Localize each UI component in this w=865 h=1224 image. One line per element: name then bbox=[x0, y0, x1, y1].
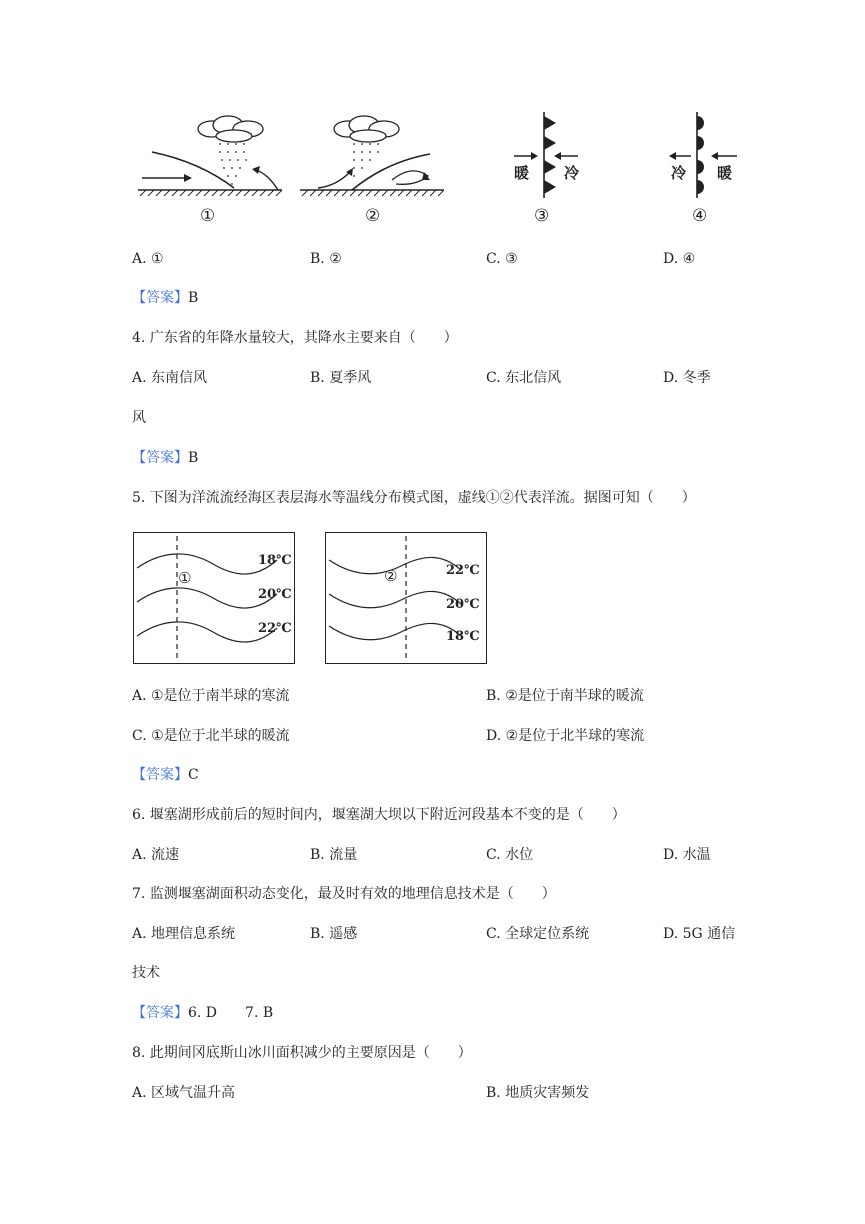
q7-option-b: B. 遥感 bbox=[310, 926, 358, 942]
q5-answer bbox=[132, 765, 199, 785]
front3-left-label: 暖 bbox=[514, 164, 530, 182]
figure-label-4: ④ bbox=[692, 206, 708, 226]
q3-option-a: A. ① bbox=[132, 251, 164, 267]
q5-option-b: B. ②是位于南半球的暖流 bbox=[486, 688, 644, 704]
q4-option-d: D. 冬季 bbox=[663, 370, 711, 386]
answer-tag: 【答案】 bbox=[132, 290, 188, 306]
front4-right-label: 暖 bbox=[717, 164, 733, 182]
q6-stem: 6. 堰塞湖形成前后的短时间内，堰塞湖大坝以下附近河段基本不变的是（ ） bbox=[132, 807, 626, 823]
figure-label-3: ③ bbox=[534, 206, 550, 226]
front-diagram-2 bbox=[296, 112, 456, 202]
q3-option-b: B. ② bbox=[310, 251, 342, 267]
isotherm-label: 20℃ bbox=[446, 597, 480, 612]
isotherm-label: 18℃ bbox=[258, 553, 292, 568]
q5-option-d: D. ②是位于北半球的寒流 bbox=[486, 728, 645, 744]
front-diagram-1 bbox=[130, 112, 290, 202]
q7-option-d: D. 5G 通信 bbox=[663, 926, 736, 942]
q6-option-a: A. 流速 bbox=[132, 847, 180, 863]
answer-value: 6. D 7. B bbox=[188, 1005, 274, 1021]
q3-answer bbox=[132, 288, 198, 308]
q4-answer bbox=[132, 448, 198, 468]
answer-value: B bbox=[188, 290, 199, 306]
q3-option-d: D. ④ bbox=[663, 251, 696, 267]
isotherm-label: 20℃ bbox=[258, 587, 292, 602]
q5-option-c: C. ①是位于北半球的暖流 bbox=[132, 728, 290, 744]
front-symbol-3 bbox=[508, 112, 588, 202]
q7-option-a: A. 地理信息系统 bbox=[132, 926, 236, 942]
front3-right-label: 冷 bbox=[564, 164, 580, 182]
q4-option-d-wrap: 风 bbox=[132, 410, 146, 426]
answer-value: C bbox=[188, 767, 199, 783]
q5-option-a: A. ①是位于南半球的寒流 bbox=[132, 688, 290, 704]
isotherm-diagram-1 bbox=[133, 532, 295, 664]
isotherm-label: 22℃ bbox=[446, 563, 480, 578]
q7-option-d-wrap: 技术 bbox=[132, 965, 160, 981]
q4-option-b: B. 夏季风 bbox=[310, 370, 372, 386]
figure-label-1: ① bbox=[200, 206, 216, 226]
q8-stem: 8. 此期间冈底斯山冰川面积减少的主要原因是（ ） bbox=[132, 1045, 472, 1061]
figure-label-2: ② bbox=[365, 206, 381, 226]
q7-option-c: C. 全球定位系统 bbox=[486, 926, 590, 942]
front-symbol-4 bbox=[665, 112, 745, 202]
front4-left-label: 冷 bbox=[671, 164, 687, 182]
isotherm-label: 22℃ bbox=[258, 621, 292, 636]
q3-option-c: C. ③ bbox=[486, 251, 518, 267]
q5-stem: 5. 下图为洋流流经海区表层海水等温线分布模式图，虚线①②代表洋流。据图可知（ ） bbox=[132, 490, 696, 506]
answer-tag: 【答案】 bbox=[132, 1005, 188, 1021]
q6-option-c: C. 水位 bbox=[486, 847, 534, 863]
q4-option-a: A. 东南信风 bbox=[132, 370, 208, 386]
answer-value: B bbox=[188, 450, 199, 466]
q8-option-a: A. 区域气温升高 bbox=[132, 1085, 236, 1101]
isotherm-diagram-2 bbox=[325, 532, 487, 664]
answer-tag: 【答案】 bbox=[132, 767, 188, 783]
q6-q7-answer bbox=[132, 1003, 273, 1023]
answer-tag: 【答案】 bbox=[132, 450, 188, 466]
q8-option-b: B. 地质灾害频发 bbox=[486, 1085, 590, 1101]
current-marker-2: ② bbox=[384, 567, 398, 585]
current-marker-1: ① bbox=[178, 569, 192, 587]
q4-option-c: C. 东北信风 bbox=[486, 370, 562, 386]
q6-option-b: B. 流量 bbox=[310, 847, 358, 863]
q7-stem: 7. 监测堰塞湖面积动态变化，最及时有效的地理信息技术是（ ） bbox=[132, 886, 556, 902]
isotherm-label: 18℃ bbox=[446, 629, 480, 644]
q6-option-d: D. 水温 bbox=[663, 847, 711, 863]
q4-stem: 4. 广东省的年降水量较大，其降水主要来自（ ） bbox=[132, 330, 458, 346]
